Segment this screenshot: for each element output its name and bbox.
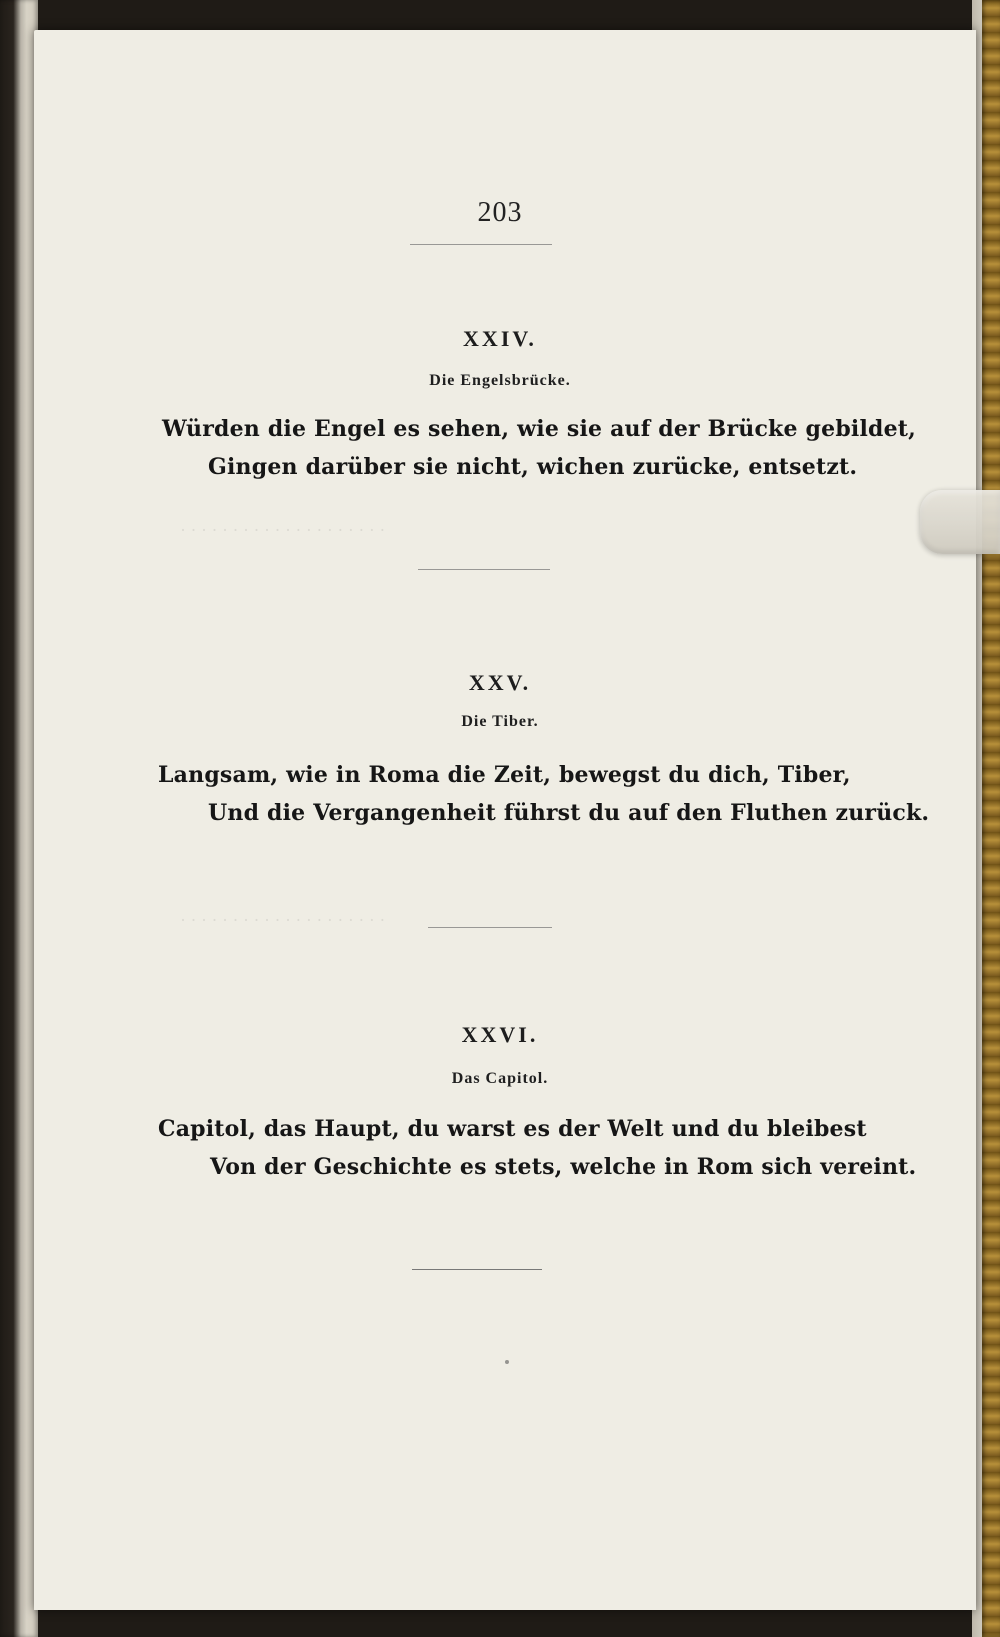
section-numeral-xxv: XXV. [468, 670, 532, 695]
verse-line-1: Capitol, das Haupt, du warst es der Welt und du bleibest [158, 1116, 867, 1142]
verse-line-2: Und die Vergangenheit führst du auf den Fluthen zurück. [208, 800, 930, 826]
section-divider-1 [418, 569, 550, 570]
verse-line-1: Langsam, wie in Roma die Zeit, bewegst du dich, Tiber, [158, 762, 851, 788]
verse-line-2: Von der Geschichte es stets, welche in Rom sich vereint. [210, 1154, 917, 1180]
verse-xxvi [158, 1110, 916, 1186]
section-title-tiber: Die Tiber. [461, 713, 539, 730]
bleed-through-text-2: · · · · · · · · · · · · · · · · · · · · [180, 910, 386, 930]
section-title-engelsbruecke: Die Engelsbrücke. [429, 372, 571, 389]
page-number-rule [410, 244, 552, 245]
verse-xxiv [162, 410, 916, 486]
bleed-through-text-1: · · · · · · · · · · · · · · · · · · · · [180, 520, 386, 540]
verse-line-1: Würden die Engel es sehen, wie sie auf der Brücke gebildet, [162, 416, 917, 442]
verse-line-2: Gingen darüber sie nicht, wichen zurücke, entsetzt. [208, 454, 858, 480]
verse-xxv [158, 756, 929, 832]
page-number: 203 [477, 197, 523, 228]
page-mark-dot [505, 1360, 509, 1364]
section-divider-2 [428, 927, 552, 928]
section-numeral-xxiv: XXIV. [463, 326, 537, 351]
section-title-capitol: Das Capitol. [451, 1070, 549, 1087]
section-divider-3 [412, 1269, 542, 1270]
section-numeral-xxvi: XXVI. [461, 1022, 539, 1047]
page-clip [920, 490, 1000, 554]
